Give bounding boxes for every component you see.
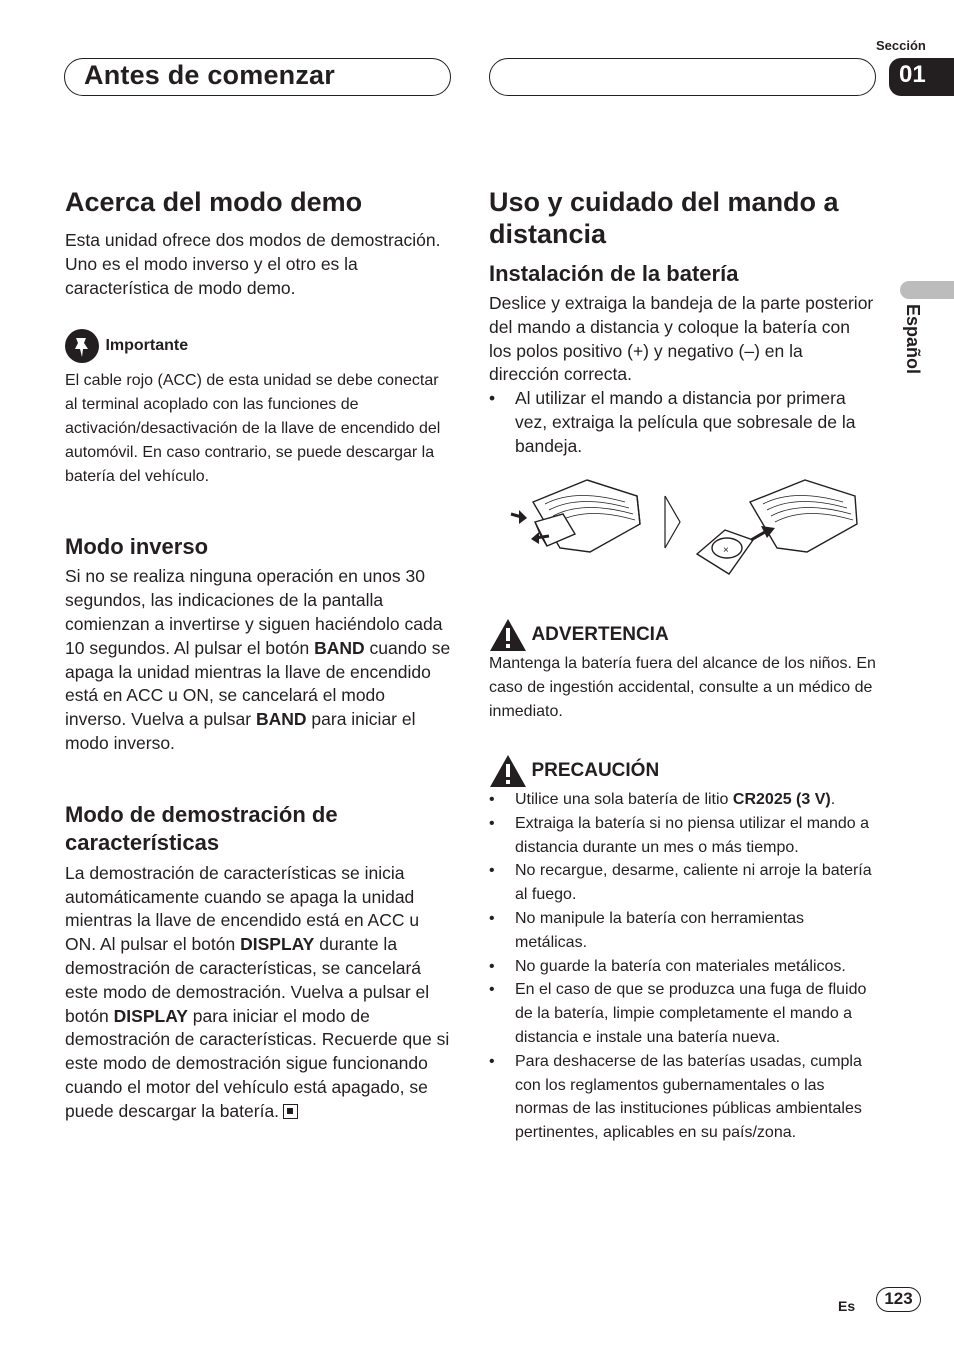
section-number: 01 bbox=[889, 58, 954, 96]
section-title: Antes de comenzar bbox=[84, 60, 335, 90]
caution-label: PRECAUCIÓN bbox=[531, 760, 660, 781]
language-code: Es bbox=[838, 1298, 856, 1314]
left-column bbox=[65, 186, 451, 1124]
list-item: • Extraiga la batería si no piensa utilizar el mando a distancia durante un mes o más tiempo. bbox=[489, 812, 877, 860]
reverse-text: Si no se realiza ninguna operación en unos 30 segundos, las indicaciones de la pantalla comienzan a invertirse y siguen haciéndolo cada 10 segundos. Al pulsar el botón BAND cuando se apaga la unidad mientras la llave de encendido está en ACC u ON, se cancelará el modo inverso. Vuelva a pulsar BAND para iniciar el modo inverso. bbox=[65, 566, 451, 753]
page-number: 123 bbox=[876, 1287, 921, 1312]
language-tab bbox=[900, 281, 954, 299]
important-block bbox=[65, 329, 451, 488]
warning-text: Mantenga la batería fuera del alcance de los niños. En caso de ingestión accidental, consulte a un médico de inmediato. bbox=[489, 655, 876, 720]
warning-icon bbox=[489, 618, 527, 652]
svg-text:×: × bbox=[723, 545, 729, 556]
list-item: • No recargue, desarme, caliente ni arroje la batería al fuego. bbox=[489, 859, 877, 907]
section-label: Sección bbox=[876, 38, 926, 53]
battery-installation-illustration bbox=[505, 474, 860, 580]
feature-section bbox=[65, 801, 451, 1124]
language-side-label: Español bbox=[903, 304, 923, 375]
important-icon bbox=[65, 329, 99, 363]
feature-text: La demostración de características se inicia automáticamente cuando se apaga la unidad mientras la llave de encendido está en ACC u ON. Al pulsar el botón DISPLAY durante la demostración de características, se cancelará este modo de demostración. Vuelva a pulsar el botón DISPLAY para iniciar el modo de demostración de características. Recuerde que si este modo de demostración sigue funcionando cuando el motor del vehículo está apagado, se puede descargar la batería. bbox=[65, 862, 450, 1121]
warning-block bbox=[489, 618, 877, 723]
important-text: El cable rojo (ACC) de esta unidad se debe conectar al terminal acoplado con las funciones de activación/desactivación de la llave de encendido del automóvil. En caso contrario, se puede descargar la batería del vehículo. bbox=[65, 372, 441, 485]
reverse-title: Modo inverso bbox=[65, 534, 209, 560]
header-empty-frame bbox=[489, 58, 876, 96]
warning-label: ADVERTENCIA bbox=[531, 624, 669, 645]
list-item: • En el caso de que se produzca una fuga de fluido de la batería, limpie completamente el mando a distancia e instale una batería nueva. bbox=[489, 978, 877, 1049]
list-item: • Para deshacerse de las baterías usadas, cumpla con los reglamentos gubernamentales o las normas de las instituciones públicas ambientales pertinentes, aplicables en su país/zona. bbox=[489, 1050, 877, 1145]
demo-intro: Esta unidad ofrece dos modos de demostración. Uno es el modo inverso y el otro es la característica de modo demo. bbox=[65, 230, 441, 298]
caution-list bbox=[489, 788, 877, 1145]
list-item: • No manipule la batería con herramientas metálicas. bbox=[489, 907, 877, 955]
remote-tray-open-icon bbox=[533, 480, 640, 552]
caution-icon bbox=[489, 754, 527, 788]
reverse-section bbox=[65, 533, 451, 755]
remote-title: Uso y cuidado del mando a distancia bbox=[489, 187, 839, 249]
remote-bullets bbox=[489, 387, 877, 458]
right-column bbox=[489, 186, 877, 459]
remote-text: Deslice y extraiga la bandeja de la parte posterior del mando a distancia y coloque la batería con los polos positivo (+) y negativo (–) en la dirección correcta. bbox=[489, 293, 874, 385]
remote-subtitle: Instalación de la batería bbox=[489, 261, 739, 286]
important-label: Importante bbox=[105, 337, 189, 355]
list-item: • No guarde la batería con materiales metálicos. bbox=[489, 955, 877, 979]
caution-block bbox=[489, 754, 877, 1145]
end-mark-icon bbox=[283, 1104, 298, 1119]
list-item: • Utilice una sola batería de litio CR2025 (3 V). bbox=[489, 788, 877, 812]
remote-tray-battery-icon bbox=[697, 480, 857, 574]
list-item: • Al utilizar el mando a distancia por primera vez, extraiga la película que sobresale de la bandeja. bbox=[489, 387, 877, 458]
demo-title: Acerca del modo demo bbox=[65, 187, 363, 217]
feature-title: Modo de demostración de características bbox=[65, 801, 338, 855]
